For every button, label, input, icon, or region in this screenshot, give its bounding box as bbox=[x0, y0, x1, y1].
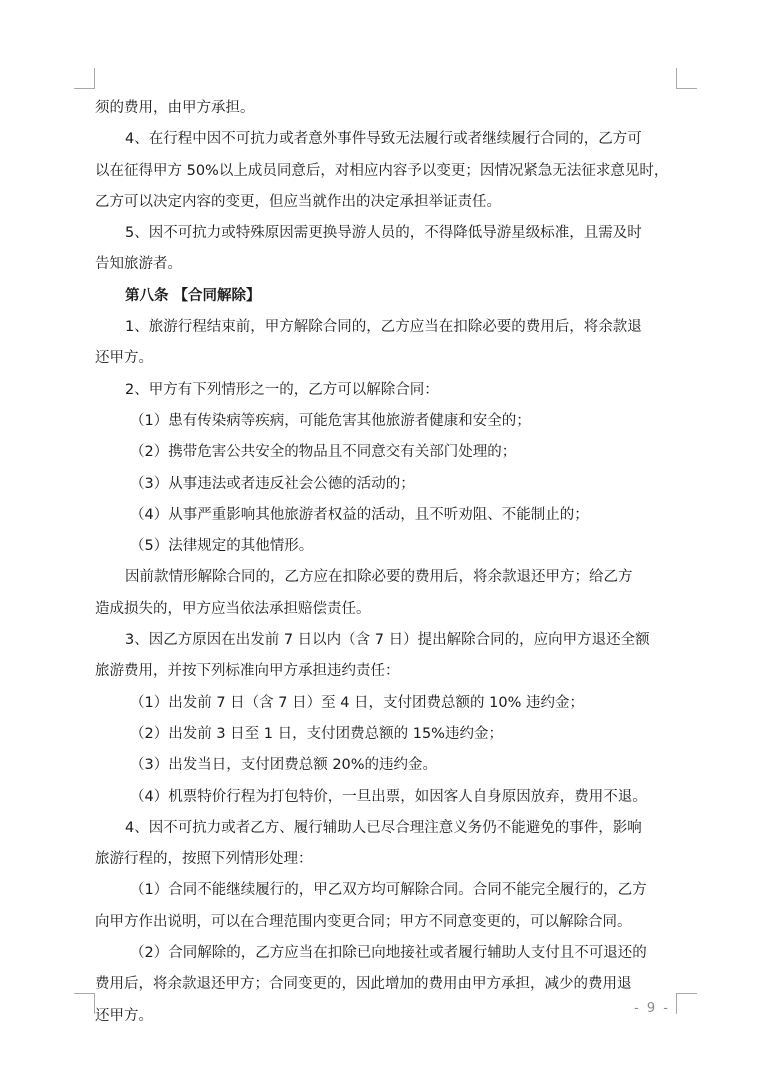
text-line: 还甲方。 bbox=[95, 1007, 153, 1024]
text-line: 须的费用，由甲方承担。 bbox=[95, 100, 255, 116]
text-line: 5、因不可抗力或特殊原因需更换导游人员的，不得降低导游星级标准，且需及时 bbox=[125, 225, 642, 242]
text-line: 乙方可以决定内容的变更，但应当就作出的决定承担举证责任。 bbox=[95, 193, 501, 210]
text-line: 费用后，将余款退还甲方；合同变更的，因此增加的费用由甲方承担，减少的费用退 bbox=[95, 976, 632, 993]
text-line: 以在征得甲方 50%以上成员同意后，对相应内容予以变更；因情况紧急无法征求意见时， bbox=[95, 162, 669, 179]
list-item: （4）从事严重影响其他旅游者权益的活动，且不听劝阻、不能制止的； bbox=[130, 506, 589, 523]
list-item: （1）合同不能继续履行的，甲乙双方均可解除合同。合同不能完全履行的，乙方 bbox=[130, 882, 647, 899]
text-line: 告知旅游者。 bbox=[95, 256, 182, 273]
crop-mark-top-right bbox=[676, 68, 697, 89]
list-item: （2）携带危害公共安全的物品且不同意交有关部门处理的； bbox=[130, 444, 517, 461]
list-item: （4）机票特价行程为打包特价，一旦出票，如因客人自身原因放弃，费用不退。 bbox=[130, 788, 647, 805]
text-line: 因前款情形解除合同的，乙方应在扣除必要的费用后，将余款退还甲方；给乙方 bbox=[125, 569, 633, 586]
text-line: 造成损失的，甲方应当依法承担赔偿责任。 bbox=[95, 600, 371, 617]
text-line: 4、在行程中因不可抗力或者意外事件导致无法履行或者继续履行合同的，乙方可 bbox=[125, 131, 642, 148]
crop-mark-bottom-right bbox=[676, 993, 697, 1014]
page-number: - 9 - bbox=[634, 1001, 670, 1016]
section-heading: 第八条 【合同解除】 bbox=[125, 287, 261, 304]
text-line: 旅游行程的，按照下列情形处理： bbox=[95, 851, 313, 868]
crop-mark-bottom-left bbox=[74, 993, 95, 1014]
list-item: （5）法律规定的其他情形。 bbox=[130, 538, 314, 555]
list-item: （2）合同解除的，乙方应当在扣除已向地接社或者履行辅助人支付且不可退还的 bbox=[130, 945, 647, 962]
text-line: 还甲方。 bbox=[95, 350, 153, 367]
text-line: 4、因不可抗力或者乙方、履行辅助人已尽合理注意义务仍不能避免的事件，影响 bbox=[125, 819, 642, 836]
text-line: 1、旅游行程结束前，甲方解除合同的，乙方应当在扣除必要的费用后，将余款退 bbox=[125, 319, 642, 336]
list-item: （2）出发前 3 日至 1 日，支付团费总额的 15%违约金； bbox=[130, 725, 503, 742]
text-line: 2、甲方有下列情形之一的，乙方可以解除合同： bbox=[125, 381, 439, 398]
document-body bbox=[95, 93, 675, 1032]
list-item: （1）患有传染病等疾病，可能危害其他旅游者健康和安全的； bbox=[130, 412, 531, 429]
crop-mark-top-left bbox=[74, 68, 95, 89]
text-line: 旅游费用，并按下列标准向甲方承担违约责任： bbox=[95, 663, 400, 680]
list-item: （3）出发当日，支付团费总额 20%的违约金。 bbox=[130, 757, 438, 774]
list-item: （1）出发前 7 日（含 7 日）至 4 日，支付团费总额的 10% 违约金； bbox=[130, 694, 585, 711]
text-line: 向甲方作出说明，可以在合理范围内变更合同；甲方不同意变更的，可以解除合同。 bbox=[95, 913, 632, 930]
text-line: 3、因乙方原因在出发前 7 日以内（含 7 日）提出解除合同的，应向甲方退还全额 bbox=[125, 632, 650, 649]
list-item: （3）从事违法或者违反社会公德的活动的； bbox=[130, 475, 415, 492]
